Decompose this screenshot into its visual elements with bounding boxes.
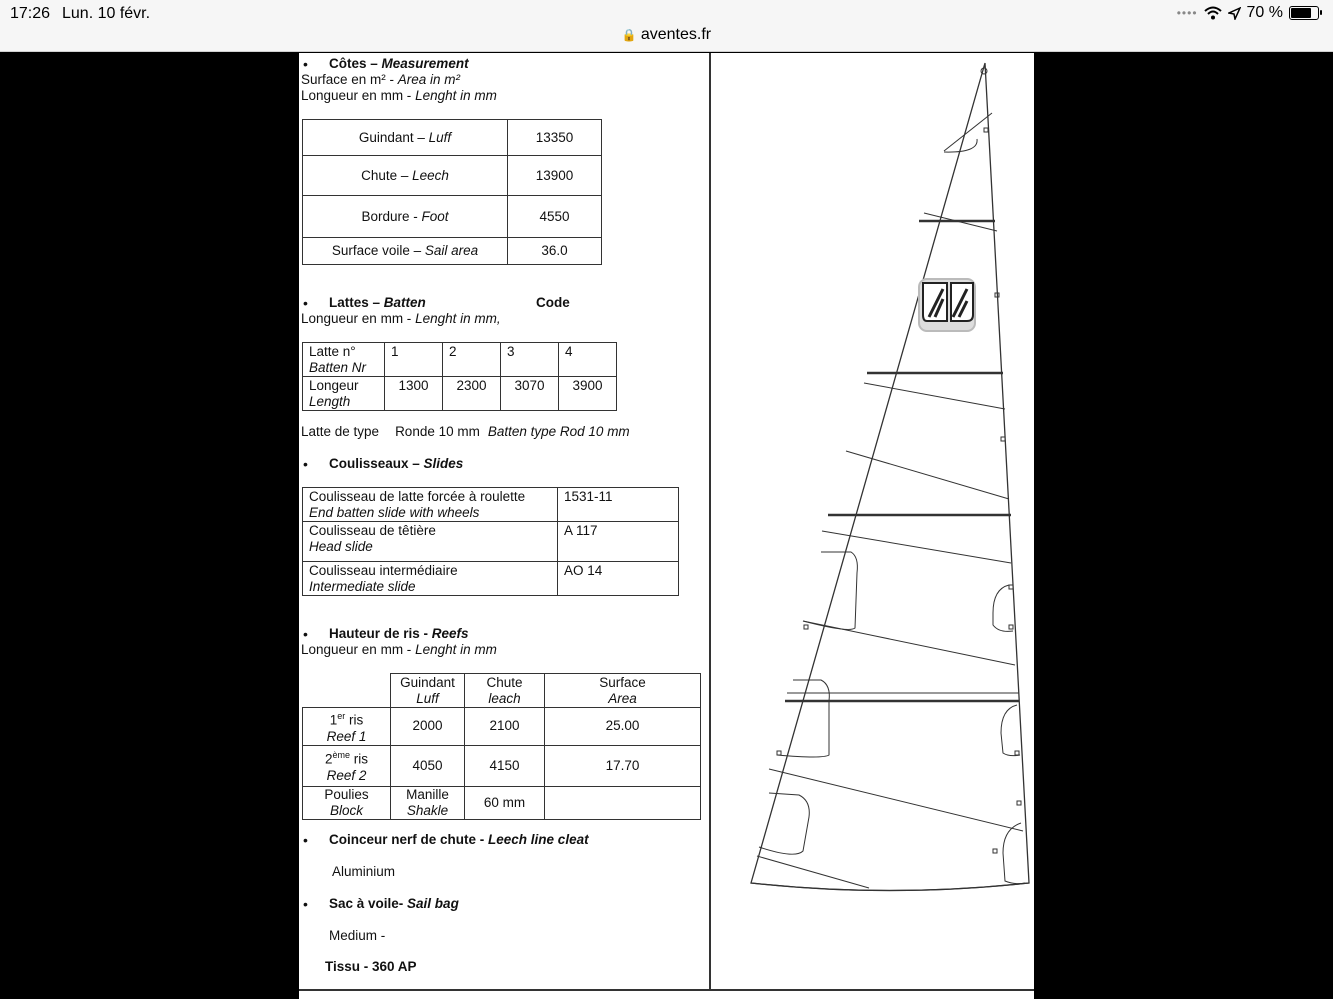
table-cell: Poulies Block — [303, 786, 391, 819]
status-bar — [0, 0, 1333, 52]
table-cell: 3 — [501, 343, 559, 377]
seam-4 — [846, 451, 1009, 499]
slide-ring — [1001, 437, 1005, 441]
address-bar[interactable] — [0, 26, 1333, 44]
table-row — [303, 156, 602, 196]
bullet: • — [303, 56, 308, 72]
table-cell: 1531-11 — [558, 488, 679, 522]
table-cell: 4550 — [508, 196, 602, 238]
sail-logo-icon — [919, 279, 975, 331]
bag-value: Medium - — [329, 928, 386, 943]
measurement-area-note: Surface en m² - Area in m² — [301, 72, 461, 87]
slides-heading: Coulisseaux – Slides — [329, 456, 464, 471]
battens-heading: Lattes – Batten — [329, 295, 426, 310]
table-cell: 1300 — [385, 377, 443, 411]
seam-5 — [822, 531, 1011, 563]
table-cell — [303, 674, 391, 708]
table-cell: Guindant Luff — [391, 674, 465, 708]
table-row — [303, 522, 679, 562]
measurement-length-note: Longueur en mm - Lenght in mm — [301, 88, 497, 103]
seam-8 — [769, 769, 1023, 831]
sail-foot — [751, 883, 1029, 891]
seam-3 — [864, 383, 1005, 409]
table-cell: 60 mm — [465, 786, 545, 819]
table-cell: 2000 — [391, 708, 465, 746]
reef-cringle — [777, 751, 781, 755]
leech-patch-3 — [1003, 823, 1025, 884]
vertical-divider — [709, 53, 711, 989]
status-time: 17:26 — [10, 5, 51, 22]
leech-patch-1 — [993, 585, 1013, 631]
table-cell — [545, 786, 701, 819]
table-cell: Chute leach — [465, 674, 545, 708]
signal-dots-icon: •••• — [1176, 6, 1198, 20]
reefs-length-note: Longueur en mm - Lenght in mm — [301, 642, 497, 657]
bullet: • — [303, 295, 308, 311]
table-cell: AO 14 — [558, 562, 679, 596]
table-cell: 17.70 — [545, 745, 701, 786]
batten-type-line: Latte de type Ronde 10 mm Batten type Rod 10 mm — [301, 424, 630, 439]
status-indicators — [1177, 4, 1319, 22]
cloth-label: Tissu - 360 AP — [325, 959, 417, 974]
slide-ring — [1009, 625, 1013, 629]
battery-icon — [1289, 6, 1319, 20]
reef-cringle — [804, 625, 808, 629]
table-row — [303, 745, 701, 786]
table-row — [303, 120, 602, 156]
url-text: aventes.fr — [640, 26, 712, 43]
table-row — [303, 786, 701, 819]
bullet: • — [303, 832, 308, 848]
bullet: • — [303, 626, 308, 642]
bag-heading: Sac à voile- Sail bag — [329, 896, 459, 911]
table-cell: 2 — [443, 343, 501, 377]
table-cell: 13350 — [508, 120, 602, 156]
reefs-heading: Hauteur de ris - Reefs — [329, 626, 469, 641]
battens-code-label: Code — [536, 295, 570, 310]
table-row — [303, 343, 617, 377]
table-cell: 36.0 — [508, 238, 602, 265]
table-row — [303, 196, 602, 238]
table-cell: 2300 — [443, 377, 501, 411]
table-cell: 1er ris Reef 1 — [303, 708, 391, 746]
table-cell: Chute – Leech — [303, 156, 508, 196]
document-page — [299, 53, 1034, 999]
table-cell: Guindant – Luff — [303, 120, 508, 156]
slide-ring — [984, 128, 988, 132]
location-arrow-icon — [1228, 7, 1241, 20]
bullet: • — [303, 456, 308, 472]
lock-icon: 🔒 — [621, 28, 637, 42]
table-cell: 25.00 — [545, 708, 701, 746]
sail-outline — [751, 63, 1029, 891]
table-cell: 2100 — [465, 708, 545, 746]
table-cell: 1 — [385, 343, 443, 377]
slides-table — [302, 487, 679, 596]
table-cell: Coulisseau de latte forcée à roulette End batten slide with wheels — [303, 488, 558, 522]
table-cell: 2ème ris Reef 2 — [303, 745, 391, 786]
table-row — [303, 674, 701, 708]
measurement-table — [302, 119, 602, 265]
table-cell: Surface Area — [545, 674, 701, 708]
reefs-table — [302, 673, 701, 820]
battery-percent: 70 % — [1246, 4, 1283, 21]
head-ring — [981, 68, 987, 74]
table-cell: 3070 — [501, 377, 559, 411]
cleat-value: Aluminium — [332, 864, 396, 879]
foot-patch — [759, 793, 809, 854]
table-row — [303, 377, 617, 411]
table-cell: 4 — [559, 343, 617, 377]
table-cell: 4150 — [465, 745, 545, 786]
table-cell: Latte n° Batten Nr — [303, 343, 385, 377]
reef-patch-2 — [777, 680, 829, 757]
table-row — [303, 562, 679, 596]
table-cell: A 117 — [558, 522, 679, 562]
slide-ring — [993, 849, 997, 853]
table-cell: Surface voile – Sail area — [303, 238, 508, 265]
table-row — [303, 708, 701, 746]
reef-patch-1 — [803, 552, 857, 629]
slide-ring — [1015, 751, 1019, 755]
table-cell: Coulisseau intermédiaire Intermediate slide — [303, 562, 558, 596]
battens-table — [302, 342, 617, 411]
sail-drawing — [739, 53, 1034, 953]
measurement-heading: Côtes – Measurement — [329, 56, 469, 71]
table-cell: Bordure - Foot — [303, 196, 508, 238]
leech-patch-2 — [1001, 705, 1020, 756]
foot-seam — [757, 856, 869, 888]
table-cell: Longeur Length — [303, 377, 385, 411]
table-cell: 4050 — [391, 745, 465, 786]
battens-length-note: Longueur en mm - Lenght in mm, — [301, 311, 501, 326]
slide-ring — [1017, 801, 1021, 805]
table-cell: Coulisseau de têtière Head slide — [303, 522, 558, 562]
table-row — [303, 488, 679, 522]
table-row — [303, 238, 602, 265]
bullet: • — [303, 896, 308, 912]
table-cell: 13900 — [508, 156, 602, 196]
seam-6 — [803, 621, 1015, 665]
table-cell: 3900 — [559, 377, 617, 411]
cleat-heading: Coinceur nerf de chute - Leech line cleat — [329, 832, 589, 847]
wifi-icon — [1204, 6, 1222, 20]
status-date: Lun. 10 févr. — [62, 5, 151, 22]
bottom-rule — [299, 989, 1034, 991]
table-cell: Manille Shakle — [391, 786, 465, 819]
